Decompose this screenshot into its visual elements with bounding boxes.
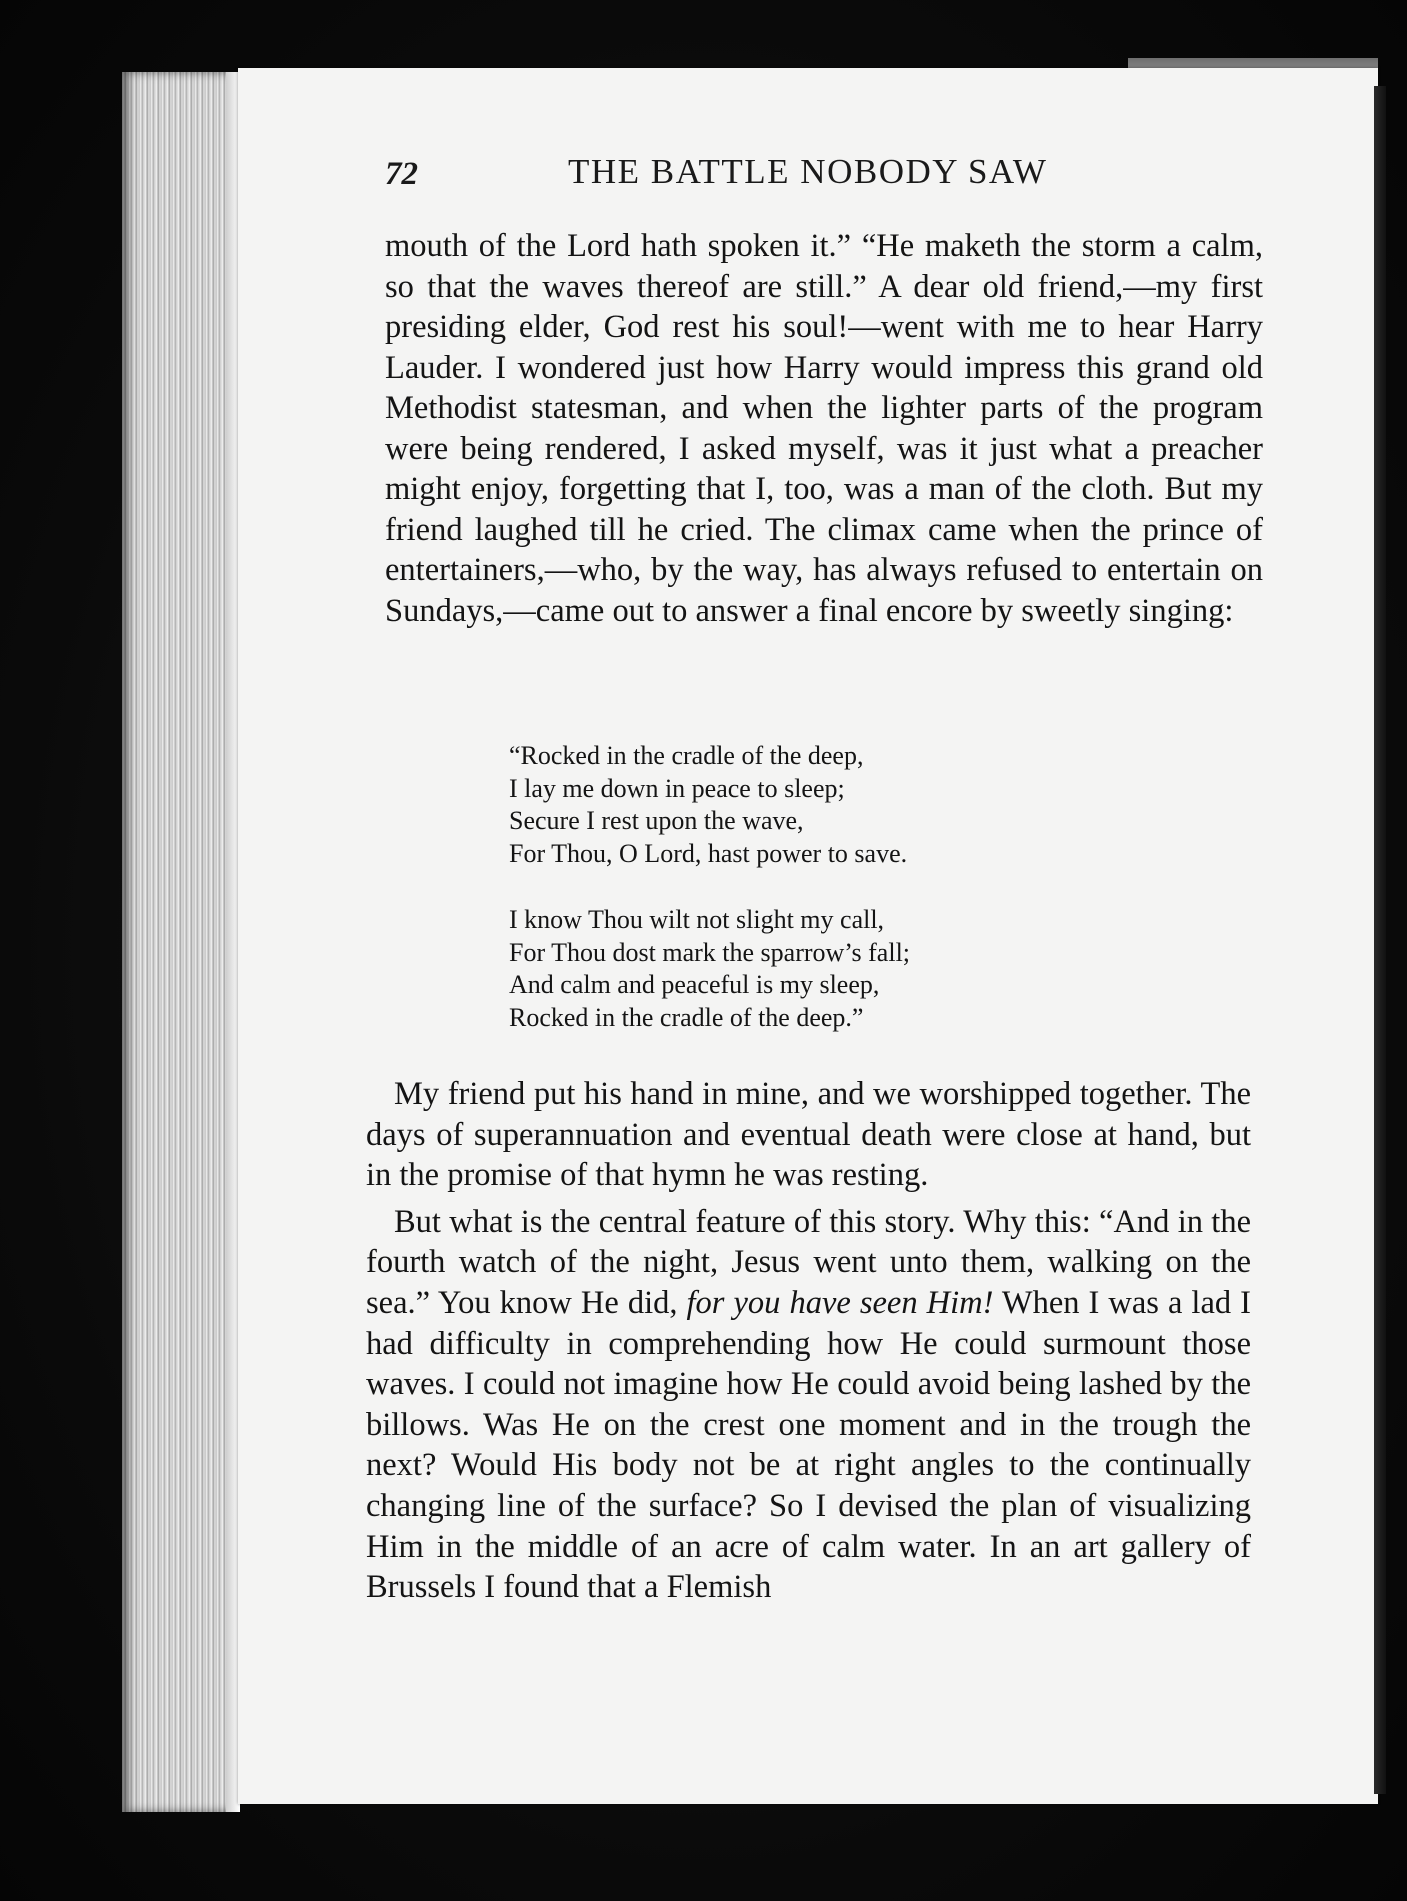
paragraph-3-text: But what is the central feature of this story. Why this: “And in the fourth watch of the night, Jesus went unto them, walking on the sea.” You know He did, xyxy=(366,1203,1251,1321)
book-page-edges xyxy=(122,72,240,1812)
running-title: THE BATTLE NOBODY SAW xyxy=(568,152,1048,191)
body-text-top xyxy=(385,226,1263,631)
poem-line: I lay me down in peace to sleep; xyxy=(509,773,845,803)
paragraph-3-text-continued: When I was a lad I had difficulty in comprehending how He could surmount those waves. I could not imagine how He could avoid being lashed by the billows. Was He on the crest one moment and in the trough the next? Would His body not be at right angles to the continually changing line of the surface? So I devised the plan of visualizing Him in the middle of an acre of calm water. In an art gallery of Brussels I found that a Flemish xyxy=(366,1284,1251,1606)
paragraph-3 xyxy=(366,1202,1251,1608)
body-text-bottom xyxy=(366,1074,1251,1608)
poem-line: And calm and peaceful is my sleep, xyxy=(509,970,880,999)
poem-stanza-2 xyxy=(509,904,1069,1034)
poem-line: “Rocked in the cradle of the deep, xyxy=(509,741,864,770)
poem-line: Rocked in the cradle of the deep.” xyxy=(509,1002,864,1032)
poem-line: For Thou, O Lord, hast power to save. xyxy=(509,838,908,868)
paragraph-2: My friend put his hand in mine, and we worshipped together. The days of superannuation and eventual death were close at hand, but in the promise of that hymn he was resting. xyxy=(366,1076,1251,1194)
poem-line: I know Thou wilt not slight my call, xyxy=(509,905,885,934)
poem-stanza-1 xyxy=(509,740,1069,870)
paragraph-3-italic: for you have seen Him! xyxy=(686,1284,994,1321)
poem-line: Secure I rest upon the wave, xyxy=(509,806,804,835)
hymn-quotation xyxy=(509,740,1069,1034)
paragraph-1: mouth of the Lord hath spoken it.” “He maketh the storm a calm, so that the waves thereof are still.” A dear old friend,—my first presiding elder, God rest his soul!—went with me to hear Harry Lauder. I wondered just how Harry would impress this grand old Methodist statesman, and when the lighter parts of the program were being rendered, I asked myself, was it just what a preacher might enjoy, forgetting that I, too, was a man of the cloth. But my friend laughed till he cried. The climax came when the prince of entertainers,—who, by the way, has always refused to entertain on Sundays,—came out to answer a final encore by sweetly singing: xyxy=(385,228,1263,629)
page-number: 72 xyxy=(385,156,418,192)
book-page-right-edge xyxy=(1374,86,1386,1794)
poem-line: For Thou dost mark the sparrow’s fall; xyxy=(509,937,911,967)
page-header xyxy=(385,152,1085,198)
